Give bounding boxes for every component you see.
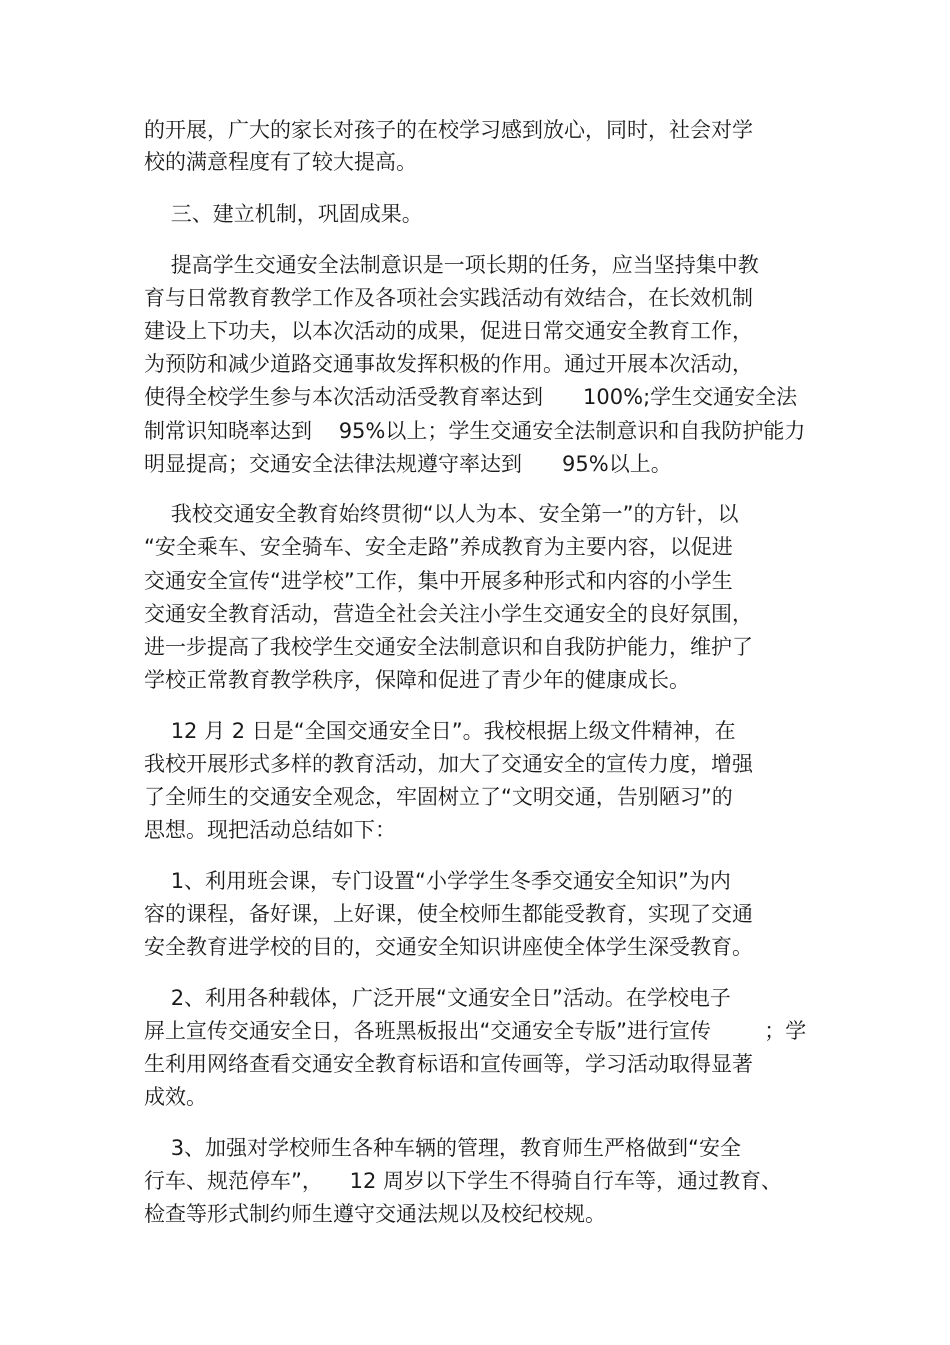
paragraph-3-line-1: 提高学生交通安全法制意识是一项长期的任务，应当坚持集中教 xyxy=(144,253,759,277)
paragraph-4-line-3: 交通安全宣传“进学校”工作，集中开展多种形式和内容的小学生 xyxy=(144,569,733,593)
paragraph-3-line-6: 制常识知晓率达到 95%以上；学生交通安全法制意识和自我防护能力 xyxy=(144,419,806,443)
paragraph-8-line-1: 3、加强对学校师生各种车辆的管理，教育师生严格做到“安全 xyxy=(144,1136,741,1160)
paragraph-4-line-2: “安全乘车、安全骑车、安全走路”养成教育为主要内容，以促进 xyxy=(144,535,733,559)
paragraph-3-line-4: 为预防和减少道路交通事故发挥积极的作用。通过开展本次活动， xyxy=(144,352,753,376)
paragraph-5-line-1: 12 月 2 日是“全国交通安全日”。我校根据上级文件精神，在 xyxy=(144,719,736,743)
paragraph-3-line-2: 育与日常教育教学工作及各项社会实践活动有效结合，在长效机制 xyxy=(144,286,753,310)
paragraph-3-line-7: 明显提高；交通安全法律法规遵守率达到 95%以上。 xyxy=(144,452,672,476)
paragraph-8-line-3: 检查等形式制约师生遵守交通法规以及校纪校规。 xyxy=(144,1202,606,1226)
paragraph-3-line-3: 建设上下功夫，以本次活动的成果，促进日常交通安全教育工作， xyxy=(144,319,753,343)
paragraph-4-line-4: 交通安全教育活动，营造全社会关注小学生交通安全的良好氛围， xyxy=(144,602,753,626)
paragraph-6-line-2: 容的课程，备好课，上好课，使全校师生都能受教育，实现了交通 xyxy=(144,902,753,926)
paragraph-1-line-2: 校的满意程度有了较大提高。 xyxy=(144,150,417,174)
paragraph-4-line-6: 学校正常教育教学秩序，保障和促进了青少年的健康成长。 xyxy=(144,668,690,692)
paragraph-4-line-5: 进一步提高了我校学生交通安全法制意识和自我防护能力，维护了 xyxy=(144,635,753,659)
paragraph-8-line-2: 行车、规范停车”， 12 周岁以下学生不得骑自行车等，通过教育、 xyxy=(144,1169,782,1193)
paragraph-3-line-5: 使得全校学生参与本次活动活受教育率达到 100%;学生交通安全法 xyxy=(144,385,798,409)
paragraph-5-line-2: 我校开展形式多样的教育活动，加大了交通安全的宣传力度，增强 xyxy=(144,752,753,776)
paragraph-4-line-1: 我校交通安全教育始终贯彻“以人为本、安全第一”的方针，以 xyxy=(144,502,739,526)
paragraph-1-line-1: 的开展，广大的家长对孩子的在校学习感到放心，同时，社会对学 xyxy=(144,118,753,142)
paragraph-7-line-4: 成效。 xyxy=(144,1085,207,1109)
paragraph-6-line-1: 1、利用班会课，专门设置“小学学生冬季交通安全知识”为内 xyxy=(144,869,731,893)
paragraph-7-line-2: 屏上宣传交通安全日，各班黑板报出“交通安全专版”进行宣传 ；学 xyxy=(144,1019,807,1043)
section-heading: 三、建立机制，巩固成果。 xyxy=(144,202,423,226)
paragraph-5-line-4: 思想。现把活动总结如下： xyxy=(144,818,396,842)
paragraph-6-line-3: 安全教育进学校的目的，交通安全知识讲座使全体学生深受教育。 xyxy=(144,935,753,959)
paragraph-5-line-3: 了全师生的交通安全观念，牢固树立了“文明交通，告别陋习”的 xyxy=(144,785,733,809)
paragraph-7-line-3: 生利用网络查看交通安全教育标语和宣传画等，学习活动取得显著 xyxy=(144,1052,753,1076)
paragraph-7-line-1: 2、利用各种载体，广泛开展“文通安全日”活动。在学校电子 xyxy=(144,986,731,1010)
